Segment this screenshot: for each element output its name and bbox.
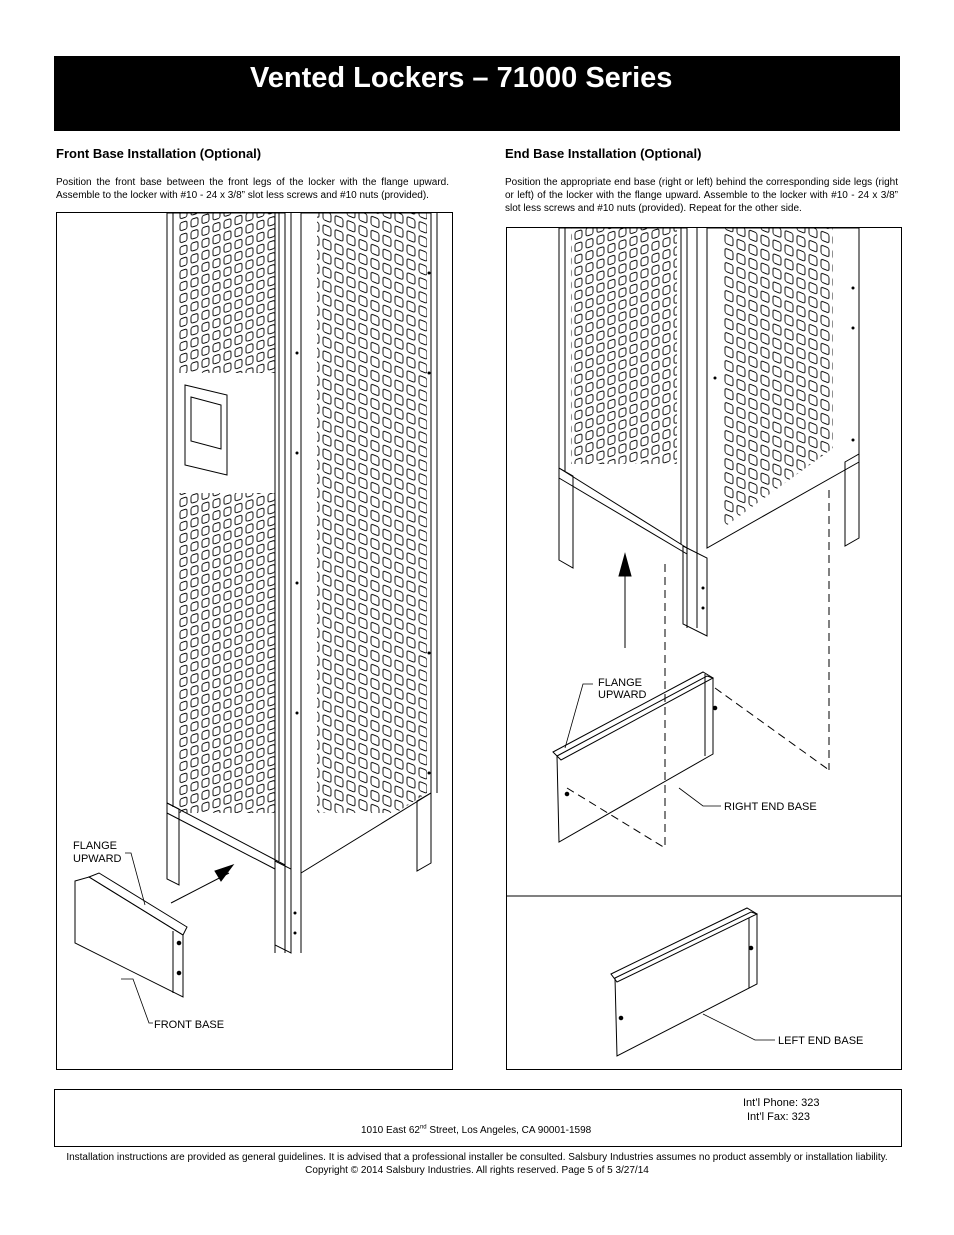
front-flange-label: FLANGE	[73, 840, 118, 852]
front-base-instructions: Position the front base between the front legs of the locker with the flange upward. Assemble to the locker with #10 - 24 x 3/8” slot less screws and #10 nuts (provided).	[56, 177, 449, 201]
end-base-diagram	[506, 227, 902, 1070]
copyright-text: Copyright © 2014 Salsbury Industries. All rights reserved. Page 5 of 5 3/27/14	[305, 1165, 649, 1176]
title-bar	[54, 56, 900, 131]
footer	[54, 1151, 900, 1177]
address	[361, 1125, 591, 1136]
left-end-base-label: LEFT END BASE	[778, 1035, 864, 1047]
front-base-heading: Front Base Installation (Optional)	[56, 146, 262, 161]
disclaimer-text: Installation instructions are provided as general guidelines. It is advised that a professional installer be consulted. Salsbury Industries assumes no product assembly or installation liability.	[66, 1152, 888, 1163]
address-street-number: 1010 East 62	[361, 1125, 420, 1136]
intl-phone: Int’l Phone: 323	[743, 1097, 820, 1109]
locker-door	[167, 213, 285, 865]
front-base-diagram	[56, 212, 453, 1070]
front-base-part	[75, 873, 187, 997]
page-title: Vented Lockers – 71000 Series	[250, 62, 673, 94]
contact-box	[54, 1089, 902, 1147]
end-upward-label: UPWARD	[598, 689, 647, 701]
right-end-base-label: RIGHT END BASE	[724, 801, 817, 813]
intl-fax: Int’l Fax: 323	[747, 1111, 810, 1123]
locker-lower	[559, 228, 859, 636]
insert-arrow	[171, 865, 233, 903]
left-end-base-part	[611, 908, 757, 1056]
end-base-instructions: Position the appropriate end base (right or left) behind the corresponding side legs (right or left) of the locker with the flange upward. Assemble to the locker with #10 - 24 x 3/8” slot less screws and #10 nuts (provided). Repeat for the other side.	[505, 177, 898, 214]
up-arrow	[619, 554, 631, 648]
address-city: Street, Los Angeles, CA 90001-1598	[426, 1125, 592, 1136]
front-upward-label: UPWARD	[73, 853, 122, 865]
end-base-heading: End Base Installation (Optional)	[505, 146, 702, 161]
front-base-label: FRONT BASE	[154, 1019, 225, 1031]
end-flange-label: FLANGE	[598, 677, 643, 689]
address-ordinal: nd	[419, 1124, 427, 1131]
